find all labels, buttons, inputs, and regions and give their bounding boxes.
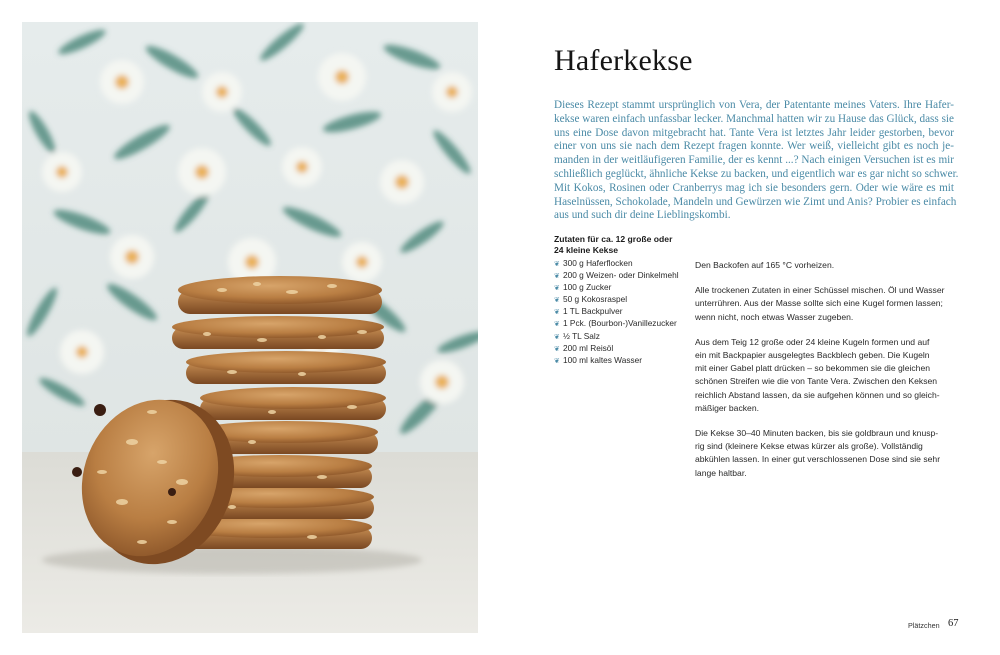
step-line: Alle trockenen Zutaten in einer Schüssel mischen. Öl und Wasser bbox=[695, 285, 945, 296]
cookie-photo bbox=[22, 22, 478, 633]
leaf-bullet-icon: ❦ bbox=[554, 309, 560, 317]
instruction-step bbox=[695, 284, 957, 324]
instruction-step bbox=[695, 427, 957, 480]
instruction-step bbox=[695, 259, 957, 272]
ingredient-item bbox=[554, 306, 679, 318]
ingredient-item bbox=[554, 318, 679, 330]
ingredient-text: 50 g Kokosraspel bbox=[563, 294, 628, 305]
step-line: Den Backofen auf 165 °C vorheizen. bbox=[695, 260, 835, 270]
step-line: mäßiger backen. bbox=[695, 402, 760, 413]
step-line: Die Kekse 30–40 Minuten backen, bis sie goldbraun und knusp- bbox=[695, 428, 939, 439]
instructions bbox=[695, 259, 957, 492]
ingredient-item bbox=[554, 270, 679, 282]
step-line: wenn nicht, noch etwas Wasser zugeben. bbox=[695, 311, 854, 322]
intro-paragraph bbox=[554, 99, 959, 223]
ingredient-text: 1 Pck. (Bourbon-)Vanillezucker bbox=[563, 318, 677, 329]
intro-line: Haselnüssen, Schokolade, Mandeln und Gewürzen wie Zimt und Anis? Probier es einfach bbox=[554, 195, 957, 208]
ingredient-item bbox=[554, 258, 679, 270]
ingredient-text: 300 g Haferflocken bbox=[563, 258, 633, 268]
ingredient-text: 100 ml kaltes Wasser bbox=[563, 354, 642, 365]
intro-line: schließlich geglückt, ähnliche Kekse zu backen, und eigentlich war es gar nicht so schwer. bbox=[554, 167, 959, 180]
intro-line: aus und such dir deine Lieblingskombi. bbox=[554, 209, 731, 222]
leaf-bullet-icon: ❦ bbox=[554, 321, 560, 329]
leaf-bullet-icon: ❦ bbox=[554, 285, 560, 293]
step-line: mit einer Gabel platt drücken – so bekommen sie die gleichen bbox=[695, 363, 931, 374]
recipe-title: Haferkekse bbox=[554, 44, 693, 77]
step-line: lange haltbar. bbox=[695, 467, 747, 478]
step-line: reichlich Abstand lassen, da sie aufgehen können und so gleich- bbox=[695, 389, 940, 400]
footer-section-name: Plätzchen bbox=[908, 621, 940, 630]
ingredient-item bbox=[554, 282, 679, 294]
ingredient-item bbox=[554, 294, 679, 306]
ingredient-text: ½ TL Salz bbox=[563, 330, 600, 341]
step-line: rig sind (kleinere Kekse etwas kürzer als große). Vollständig bbox=[695, 441, 923, 452]
ingredients-list bbox=[554, 258, 679, 367]
ingredient-text: 100 g Zucker bbox=[563, 282, 612, 293]
intro-line: Dieses Rezept stammt ursprünglich von Vera, der Patentante meines Vaters. Ihre Hafer- bbox=[554, 99, 954, 111]
intro-line: uns eine Dose davon mitgebracht hat. Tante Vera ist letztes Jahr leider gestorben, bevor bbox=[554, 126, 954, 139]
intro-line: kekse waren einfach unfassbar lecker. Manchmal hatten wir zu Hause das Glück, dass sie bbox=[554, 112, 954, 125]
ingredient-text: 1 TL Backpulver bbox=[563, 306, 623, 317]
intro-line: manden in der weitläufigeren Familie, der es kennt ...? Nach einigen Versuchen ist es mir bbox=[554, 154, 954, 167]
ingredients-heading-line: Zutaten für ca. 12 große oder bbox=[554, 234, 673, 244]
ingredient-text: 200 ml Reisöl bbox=[563, 342, 614, 353]
page-number: 67 bbox=[948, 618, 959, 629]
oat-cookie-stack-illustration bbox=[22, 22, 478, 633]
ingredients-heading-line: 24 kleine Kekse bbox=[554, 245, 619, 255]
leaf-bullet-icon: ❦ bbox=[554, 297, 560, 305]
ingredients-heading bbox=[554, 234, 694, 256]
step-line: abkühlen lassen. In einer gut verschlossenen Dose sind sie sehr bbox=[695, 454, 941, 465]
ingredient-item bbox=[554, 355, 679, 367]
step-line: ein mit Backpapier ausgelegtes Backblech geben. Die Kugeln bbox=[695, 350, 930, 361]
leaf-bullet-icon: ❦ bbox=[554, 273, 560, 281]
leaf-bullet-icon: ❦ bbox=[554, 261, 560, 268]
step-line: Aus dem Teig 12 große oder 24 kleine Kugeln formen und auf bbox=[695, 336, 930, 347]
intro-line: Mit Kokos, Rosinen oder Cranberrys mag ich sie besonders gern. Oder wie wäre es mit bbox=[554, 181, 954, 194]
leaf-bullet-icon: ❦ bbox=[554, 333, 560, 341]
step-line: schönen Streifen wie die von Tante Vera. Zwischen den Keksen bbox=[695, 376, 938, 387]
leaf-bullet-icon: ❦ bbox=[554, 345, 560, 353]
intro-line: einer von uns sie nach dem Rezept fragen konnte. Wer weiß, vielleicht gibt es noch je- bbox=[554, 140, 954, 153]
ingredient-item bbox=[554, 331, 679, 343]
ingredient-item bbox=[554, 343, 679, 355]
instruction-step bbox=[695, 336, 957, 415]
leaf-bullet-icon: ❦ bbox=[554, 357, 560, 365]
ingredient-text: 200 g Weizen- oder Dinkelmehl bbox=[563, 270, 679, 281]
step-line: unterrühren. Aus der Masse sollte sich eine Kugel formen lassen; bbox=[695, 298, 943, 309]
